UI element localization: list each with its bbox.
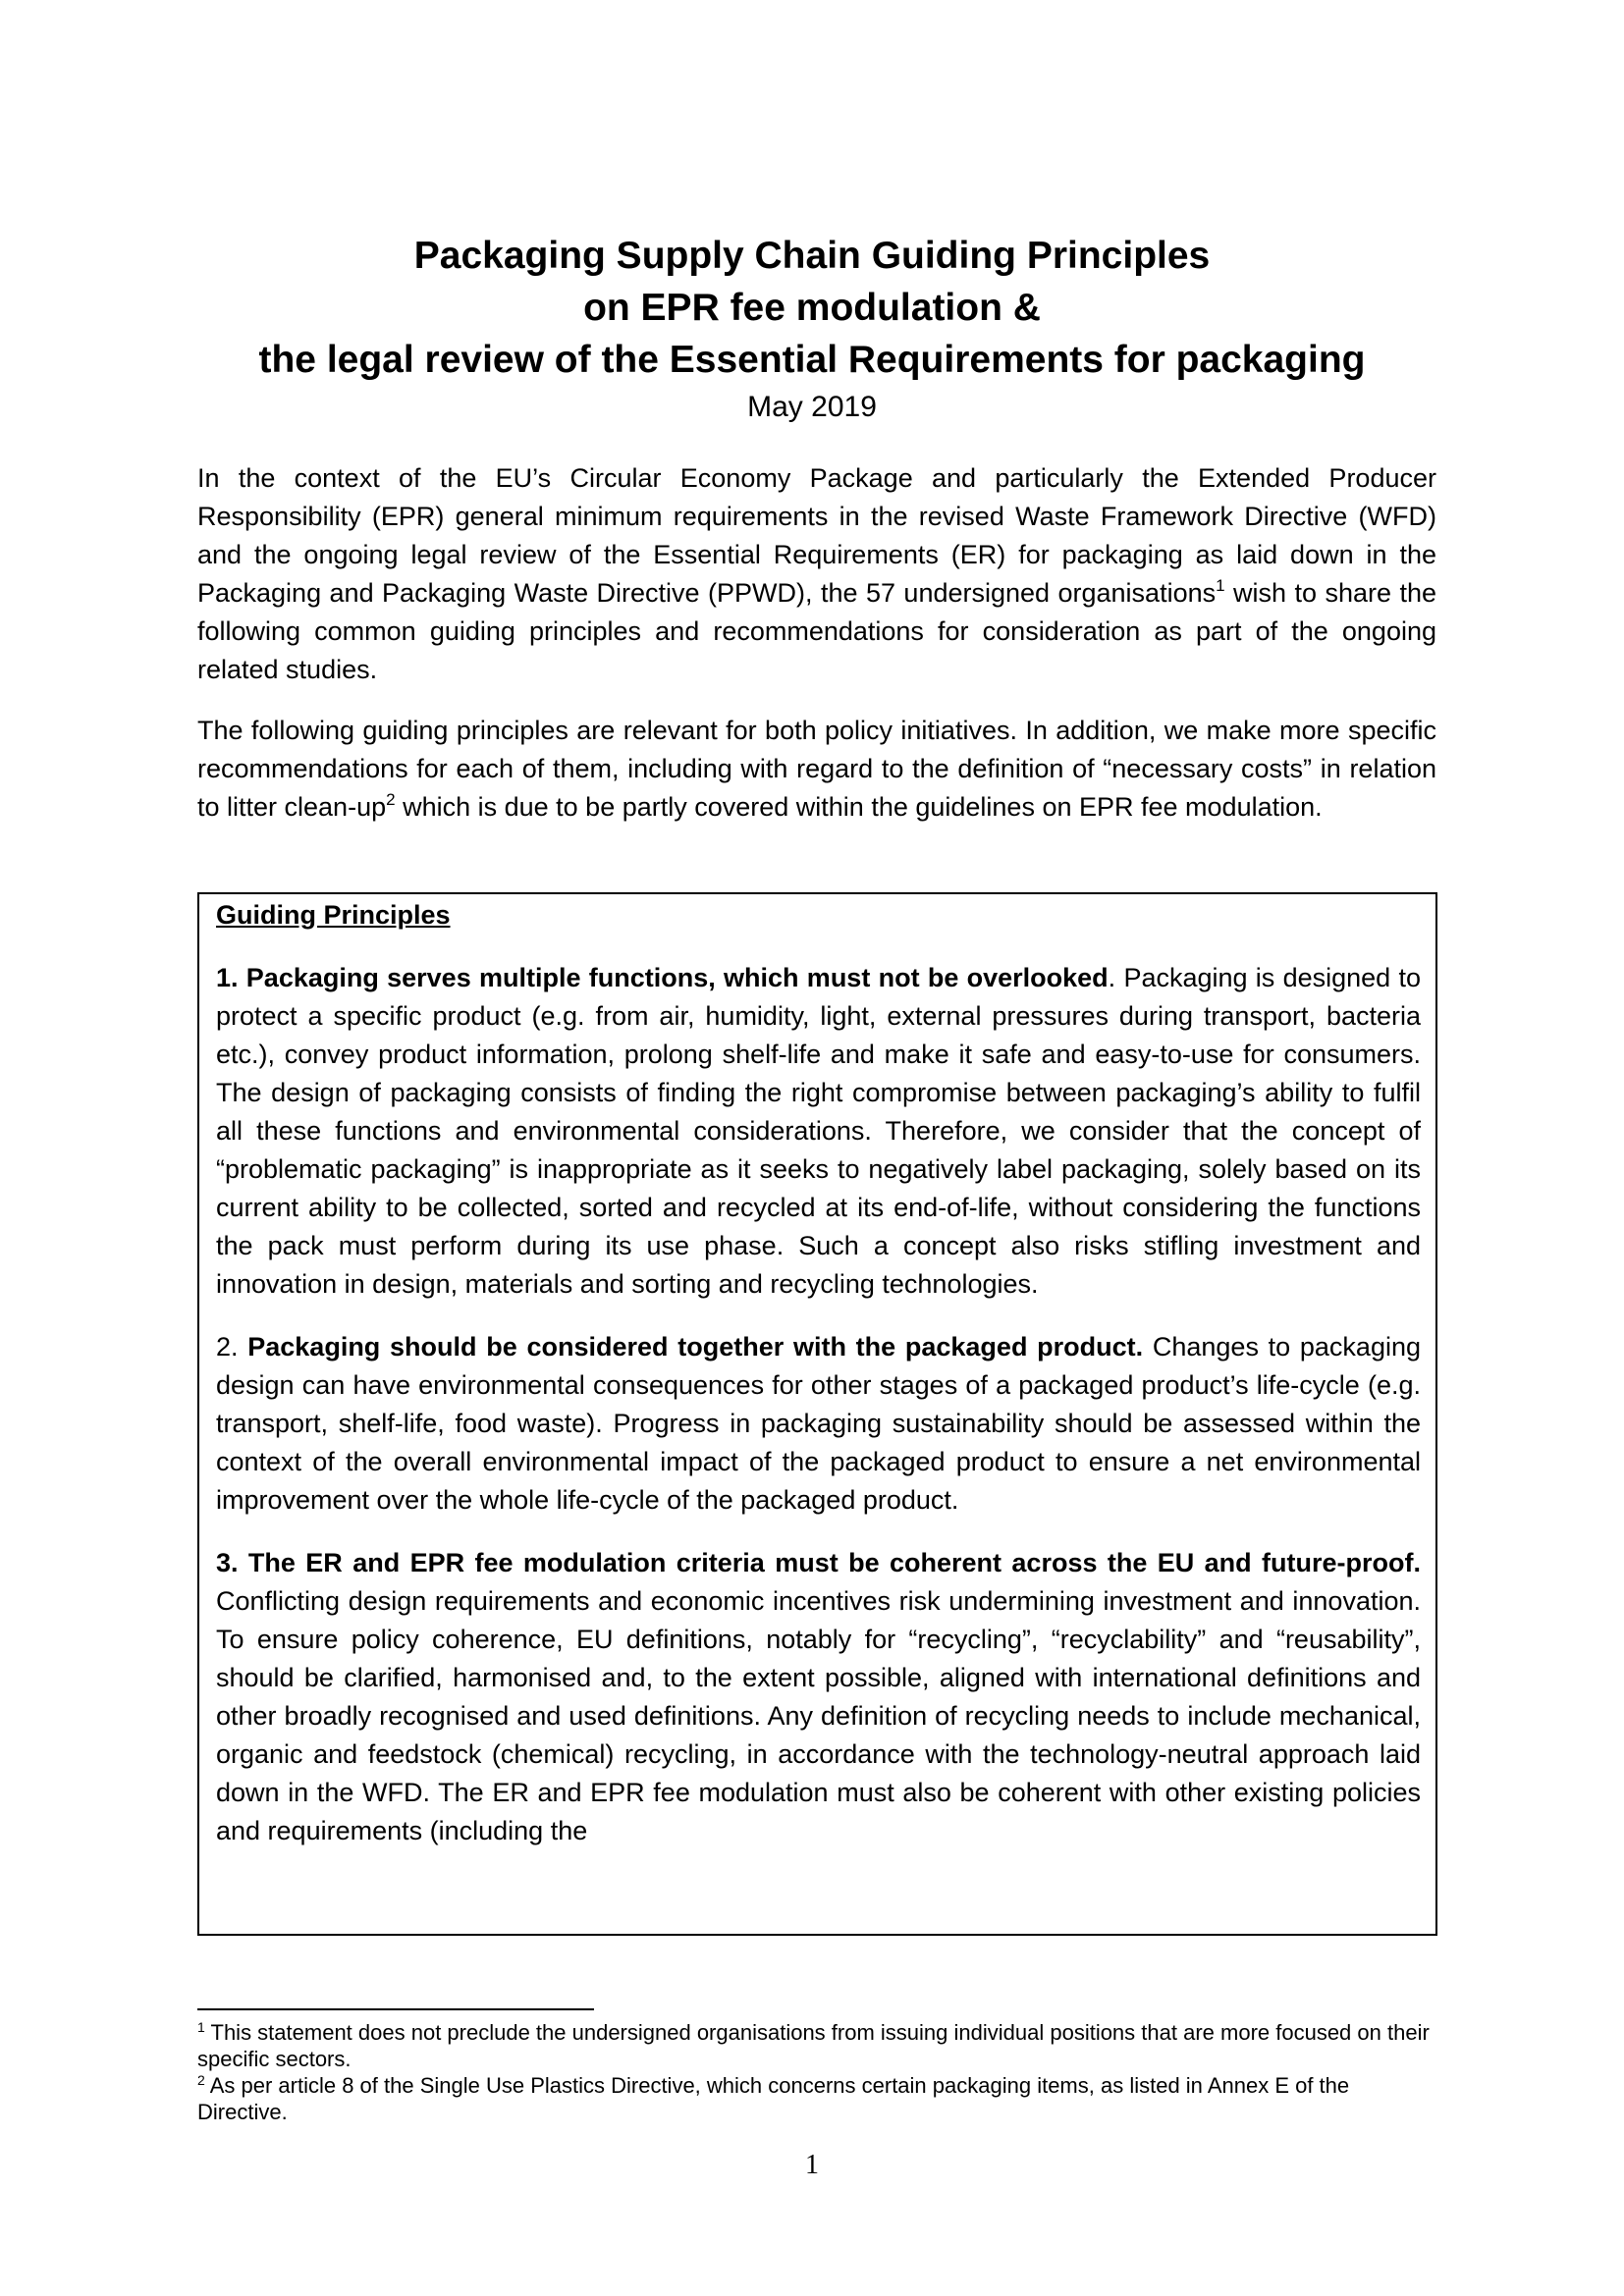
guiding-principles-box xyxy=(197,892,1437,1936)
intro-paragraph-1-text: In the context of the EU’s Circular Economy Package and particularly the Extended Producer Responsibility (EPR) general minimum requirements in the revised Waste Framework Directive (WFD) and the ongoing legal review of the Essential Requirements (ER) for packaging as laid down in the Packaging and Packaging Waste Directive (PPWD), the 57 undersigned organisations xyxy=(197,463,1436,608)
intro-paragraph-1 xyxy=(197,459,1436,689)
footnotes xyxy=(197,2019,1436,2125)
principle-1-lead: 1. Packaging serves multiple functions, which must not be overlooked xyxy=(216,963,1109,992)
guiding-principles-heading: Guiding Principles xyxy=(216,900,451,930)
principle-2-number: 2. xyxy=(216,1332,248,1362)
principle-3-text: Conflicting design requirements and economic incentives risk undermining investment and innovation. To ensure policy coherence, EU definitions, notably for “recycling”, “recyclability” and “reusability”, should be clarified, harmonised and, to the extent possible, aligned with international definitions and other broadly recognised and used definitions. Any definition of recycling needs to include mechanical, organic and feedstock (chemical) recycling, in accordance with the technology-neutral approach laid down in the WFD. The ER and EPR fee modulation must also be coherent with other existing policies and requirements (including the xyxy=(216,1586,1421,1845)
footnote-1-text: This statement does not preclude the undersigned organisations from issuing individual positions that are more focused on their specific sectors. xyxy=(197,2020,1430,2071)
footnote-1 xyxy=(197,2019,1436,2072)
document-title-block xyxy=(196,230,1428,427)
footnote-reference-1[interactable]: 1 xyxy=(1216,576,1225,595)
intro-paragraph-2 xyxy=(197,712,1436,827)
page-number: 1 xyxy=(805,2150,819,2180)
document-title: Packaging Supply Chain Guiding Principles xyxy=(413,235,1211,277)
principle-2-text: Changes to packaging design can have environmental consequences for other stages of a packaged product’s life-cycle (e.g. transport, shelf-life, food waste). Progress in packaging sustainability should be assessed within the context of the overall environmental impact of the packaged product to ensure a net environmental improvement over the whole life-cycle of the packaged product. xyxy=(216,1332,1421,1515)
footnote-2-mark: 2 xyxy=(197,2072,205,2088)
intro-paragraph-2-text: The following guiding principles are relevant for both policy initiatives. In addition, we make more specific recommendations for each of them, including with regard to the definition of “necessary costs” in relation to litter clean-up xyxy=(197,716,1436,822)
footnote-1-mark: 1 xyxy=(197,2019,205,2035)
document-date: May 2019 xyxy=(747,391,877,423)
principle-item-1 xyxy=(216,959,1421,1304)
footnote-2-text: As per article 8 of the Single Use Plastics Directive, which concerns certain packaging items, as listed in Annex E of the Directive. xyxy=(197,2073,1350,2124)
principle-3-lead: 3. The ER and EPR fee modulation criteria must be coherent across the EU and future-proof. xyxy=(216,1548,1421,1577)
footnote-2 xyxy=(197,2072,1436,2125)
intro-paragraph-1-text-continued: wish to share the following common guiding principles and recommendations for consideration as part of the ongoing related studies. xyxy=(197,578,1436,684)
principle-1-text: . Packaging is designed to protect a specific product (e.g. from air, humidity, light, external pressures during transport, bacteria etc.), convey product information, prolong shelf-life and make it safe and easy-to-use for consumers. The design of packaging consists of finding the right compromise between packaging’s ability to fulfil all these functions and environmental considerations. Therefore, we consider that the concept of “problematic packaging” is inappropriate as it seeks to negatively label packaging, solely based on its current ability to be collected, sorted and recycled at its end-of-life, without considering the functions the pack must perform during its use phase. Such a concept also risks stifling investment and innovation in design, materials and sorting and recycling technologies. xyxy=(216,963,1421,1299)
document-subtitle-line-1: on EPR fee modulation & xyxy=(583,287,1041,329)
principle-2-lead: Packaging should be considered together with the packaged product. xyxy=(247,1332,1144,1362)
principle-item-3 xyxy=(216,1544,1421,1850)
document-subtitle-line-2: the legal review of the Essential Requirements for packaging xyxy=(258,339,1366,381)
principle-item-2 xyxy=(216,1328,1421,1520)
intro-paragraph-2-text-continued: which is due to be partly covered within the guidelines on EPR fee modulation. xyxy=(395,792,1323,822)
footnote-separator xyxy=(197,2008,594,2010)
footnote-reference-2[interactable]: 2 xyxy=(386,790,396,809)
